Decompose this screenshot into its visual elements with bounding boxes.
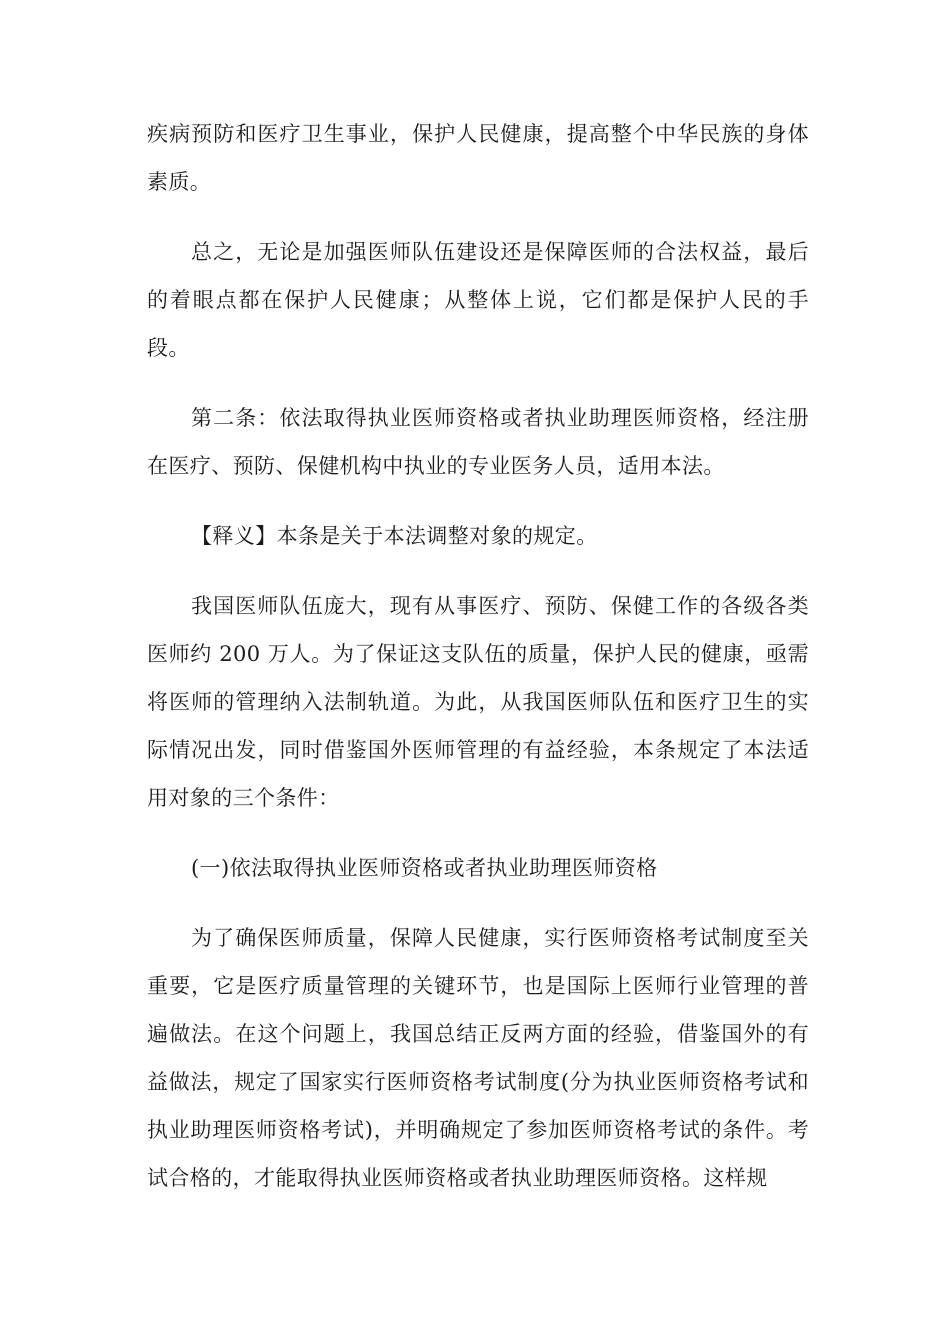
paragraph-3-article-two: 第二条：依法取得执业医师资格或者执业助理医师资格，经注册在医疗、预防、保健机构中执业的专业医务人员，适用本法。 — [147, 406, 809, 478]
paragraph-6-item-one: (一)依法取得执业医师资格或者执业助理医师资格 — [191, 856, 658, 880]
paragraph-1: 疾病预防和医疗卫生事业，保护人民健康，提高整个中华民族的身体素质。 — [147, 122, 809, 194]
paragraph-4-interpretation: 【释义】本条是关于本法调整对象的规定。 — [191, 524, 598, 548]
paragraph-5: 我国医师队伍庞大，现有从事医疗、预防、保健工作的各级各类医师约 200 万人。为了保证这支队伍的质量，保护人民的健康，亟需将医师的管理纳入法制轨道。为此，从我国医师队伍和医疗卫生的实际情况出发，同时借鉴国外医师管理的有益经验，本条规定了本法适用对象的三个条件： — [147, 594, 809, 810]
document-body — [147, 110, 809, 1202]
paragraph-2: 总之，无论是加强医师队伍建设还是保障医师的合法权益，最后的着眼点都在保护人民健康；从整体上说，它们都是保护人民的手段。 — [147, 240, 809, 360]
paragraph-7: 为了确保医师质量，保障人民健康，实行医师资格考试制度至关重要，它是医疗质量管理的关键环节，也是国际上医师行业管理的普遍做法。在这个问题上，我国总结正反两方面的经验，借鉴国外的有益做法，规定了国家实行医师资格考试制度(分为执业医师资格考试和执业助理医师资格考试)，并明确规定了参加医师资格考试的条件。考试合格的，才能取得执业医师资格或者执业助理医师资格。这样规 — [147, 926, 809, 1190]
